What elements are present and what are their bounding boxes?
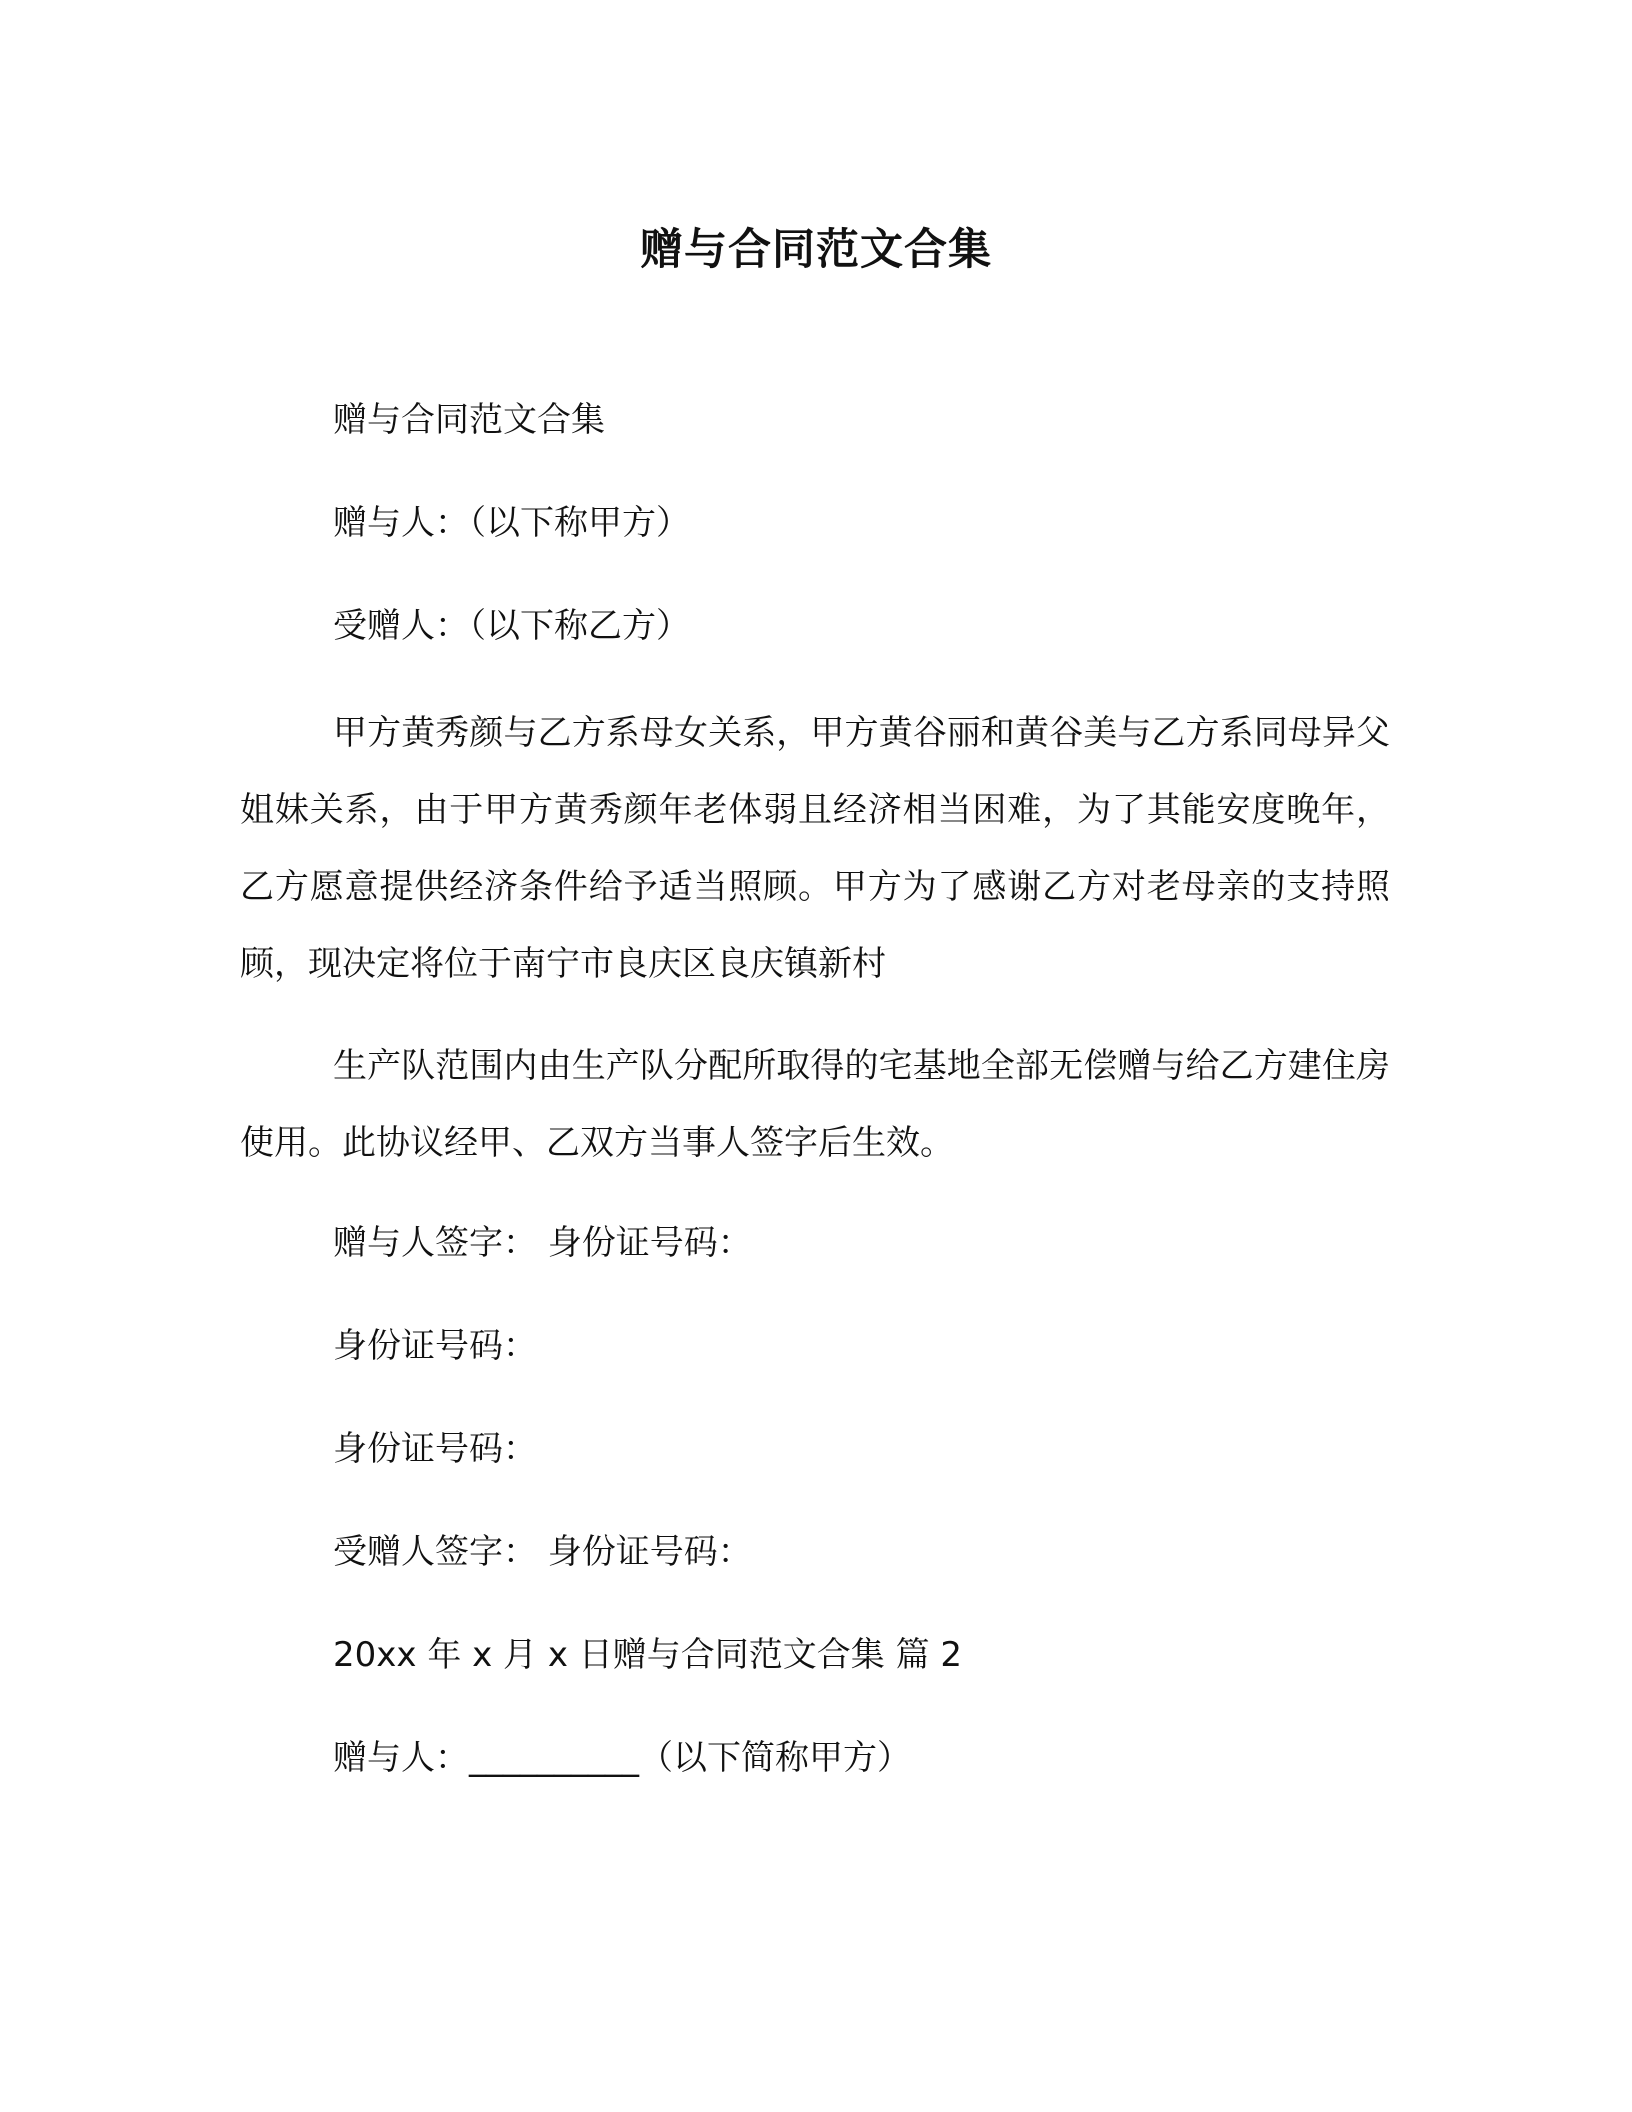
id-number-line-1: 身份证号码： <box>333 1326 537 1366</box>
donor-line: 赠与人：（以下称甲方） <box>333 503 690 543</box>
document-title: 赠与合同范文合集 <box>640 225 992 275</box>
date-line: 20xx 年 x 月 x 日赠与合同范文合集 篇 2 <box>333 1635 963 1675</box>
document-subtitle: 赠与合同范文合集 <box>333 400 605 440</box>
donee-signature-line: 受赠人签字： 身份证号码： <box>333 1532 752 1572</box>
id-number-line-2: 身份证号码： <box>333 1429 537 1469</box>
donee-line: 受赠人：（以下称乙方） <box>333 606 690 646</box>
donor-line-2: 赠与人：__________（以下简称甲方） <box>333 1738 911 1778</box>
paragraph-1: 甲方黄秀颜与乙方系母女关系，甲方黄谷丽和黄谷美与乙方系同母异父姐妹关系，由于甲方黄秀颜年老体弱且经济相当困难，为了其能安度晚年，乙方愿意提供经济条件给予适当照顾。甲方为了感谢乙方对老母亲的支持照顾，现决定将位于南宁市良庆区良庆镇新村 <box>240 713 1390 984</box>
donor-signature-line: 赠与人签字： 身份证号码： <box>333 1223 752 1263</box>
paragraph-2: 生产队范围内由生产队分配所取得的宅基地全部无偿赠与给乙方建住房使用。此协议经甲、乙双方当事人签字后生效。 <box>240 1046 1390 1163</box>
